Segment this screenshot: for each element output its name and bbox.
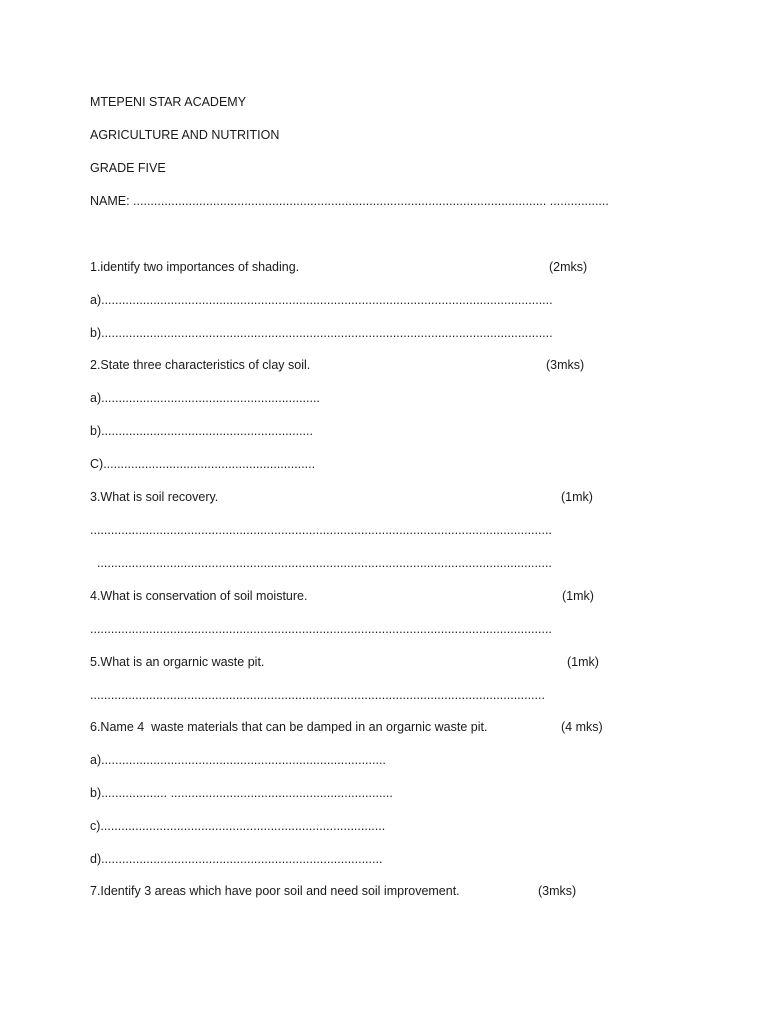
answer-line: ..................................................................................................................................... [90,622,552,636]
question-2: 2.State three characteristics of clay soil. [90,358,311,372]
answer-line: C)............................................................. [90,457,316,471]
question-6: 6.Name 4 waste materials that can be damped in an orgarnic waste pit. [90,720,488,734]
answer-line: a).................................................................................................................................. [90,293,553,307]
question-1: 1.identify two importances of shading. [90,260,300,274]
question-4: 4.What is conservation of soil moisture. [90,589,308,603]
answer-line: a).................................................................................. [90,753,386,767]
answer-line: a)............................................................... [90,391,320,405]
answer-line: b).................................................................................................................................. [90,326,553,340]
question-2-marks: (3mks) [546,358,585,372]
question-7-marks: (3mks) [538,884,577,898]
question-4-marks: (1mk) [562,589,594,603]
answer-line: ..................................................................................................................................... [90,523,552,537]
question-1-marks: (2mks) [549,260,588,274]
grade-label: GRADE FIVE [90,161,166,175]
subject-title: AGRICULTURE AND NUTRITION [90,128,280,142]
question-3-marks: (1mk) [561,490,593,504]
question-3: 3.What is soil recovery. [90,490,219,504]
question-5: 5.What is an orgarnic waste pit. [90,655,265,669]
question-5-marks: (1mk) [567,655,599,669]
answer-line: d)................................................................................. [90,852,383,866]
answer-line: b)............................................................. [90,424,313,438]
school-name: MTEPENI STAR ACADEMY [90,95,247,109]
answer-line: ................................................................................................................................... [90,688,545,702]
answer-line: ................................................................................................................................... [90,556,552,570]
name-line: NAME: ....................................................................................................................... ................. [90,194,609,208]
answer-line: b)................... ................................................................ [90,786,393,800]
answer-line: c).................................................................................. [90,819,386,833]
question-6-marks: (4 mks) [561,720,603,734]
question-7: 7.Identify 3 areas which have poor soil and need soil improvement. [90,884,460,898]
